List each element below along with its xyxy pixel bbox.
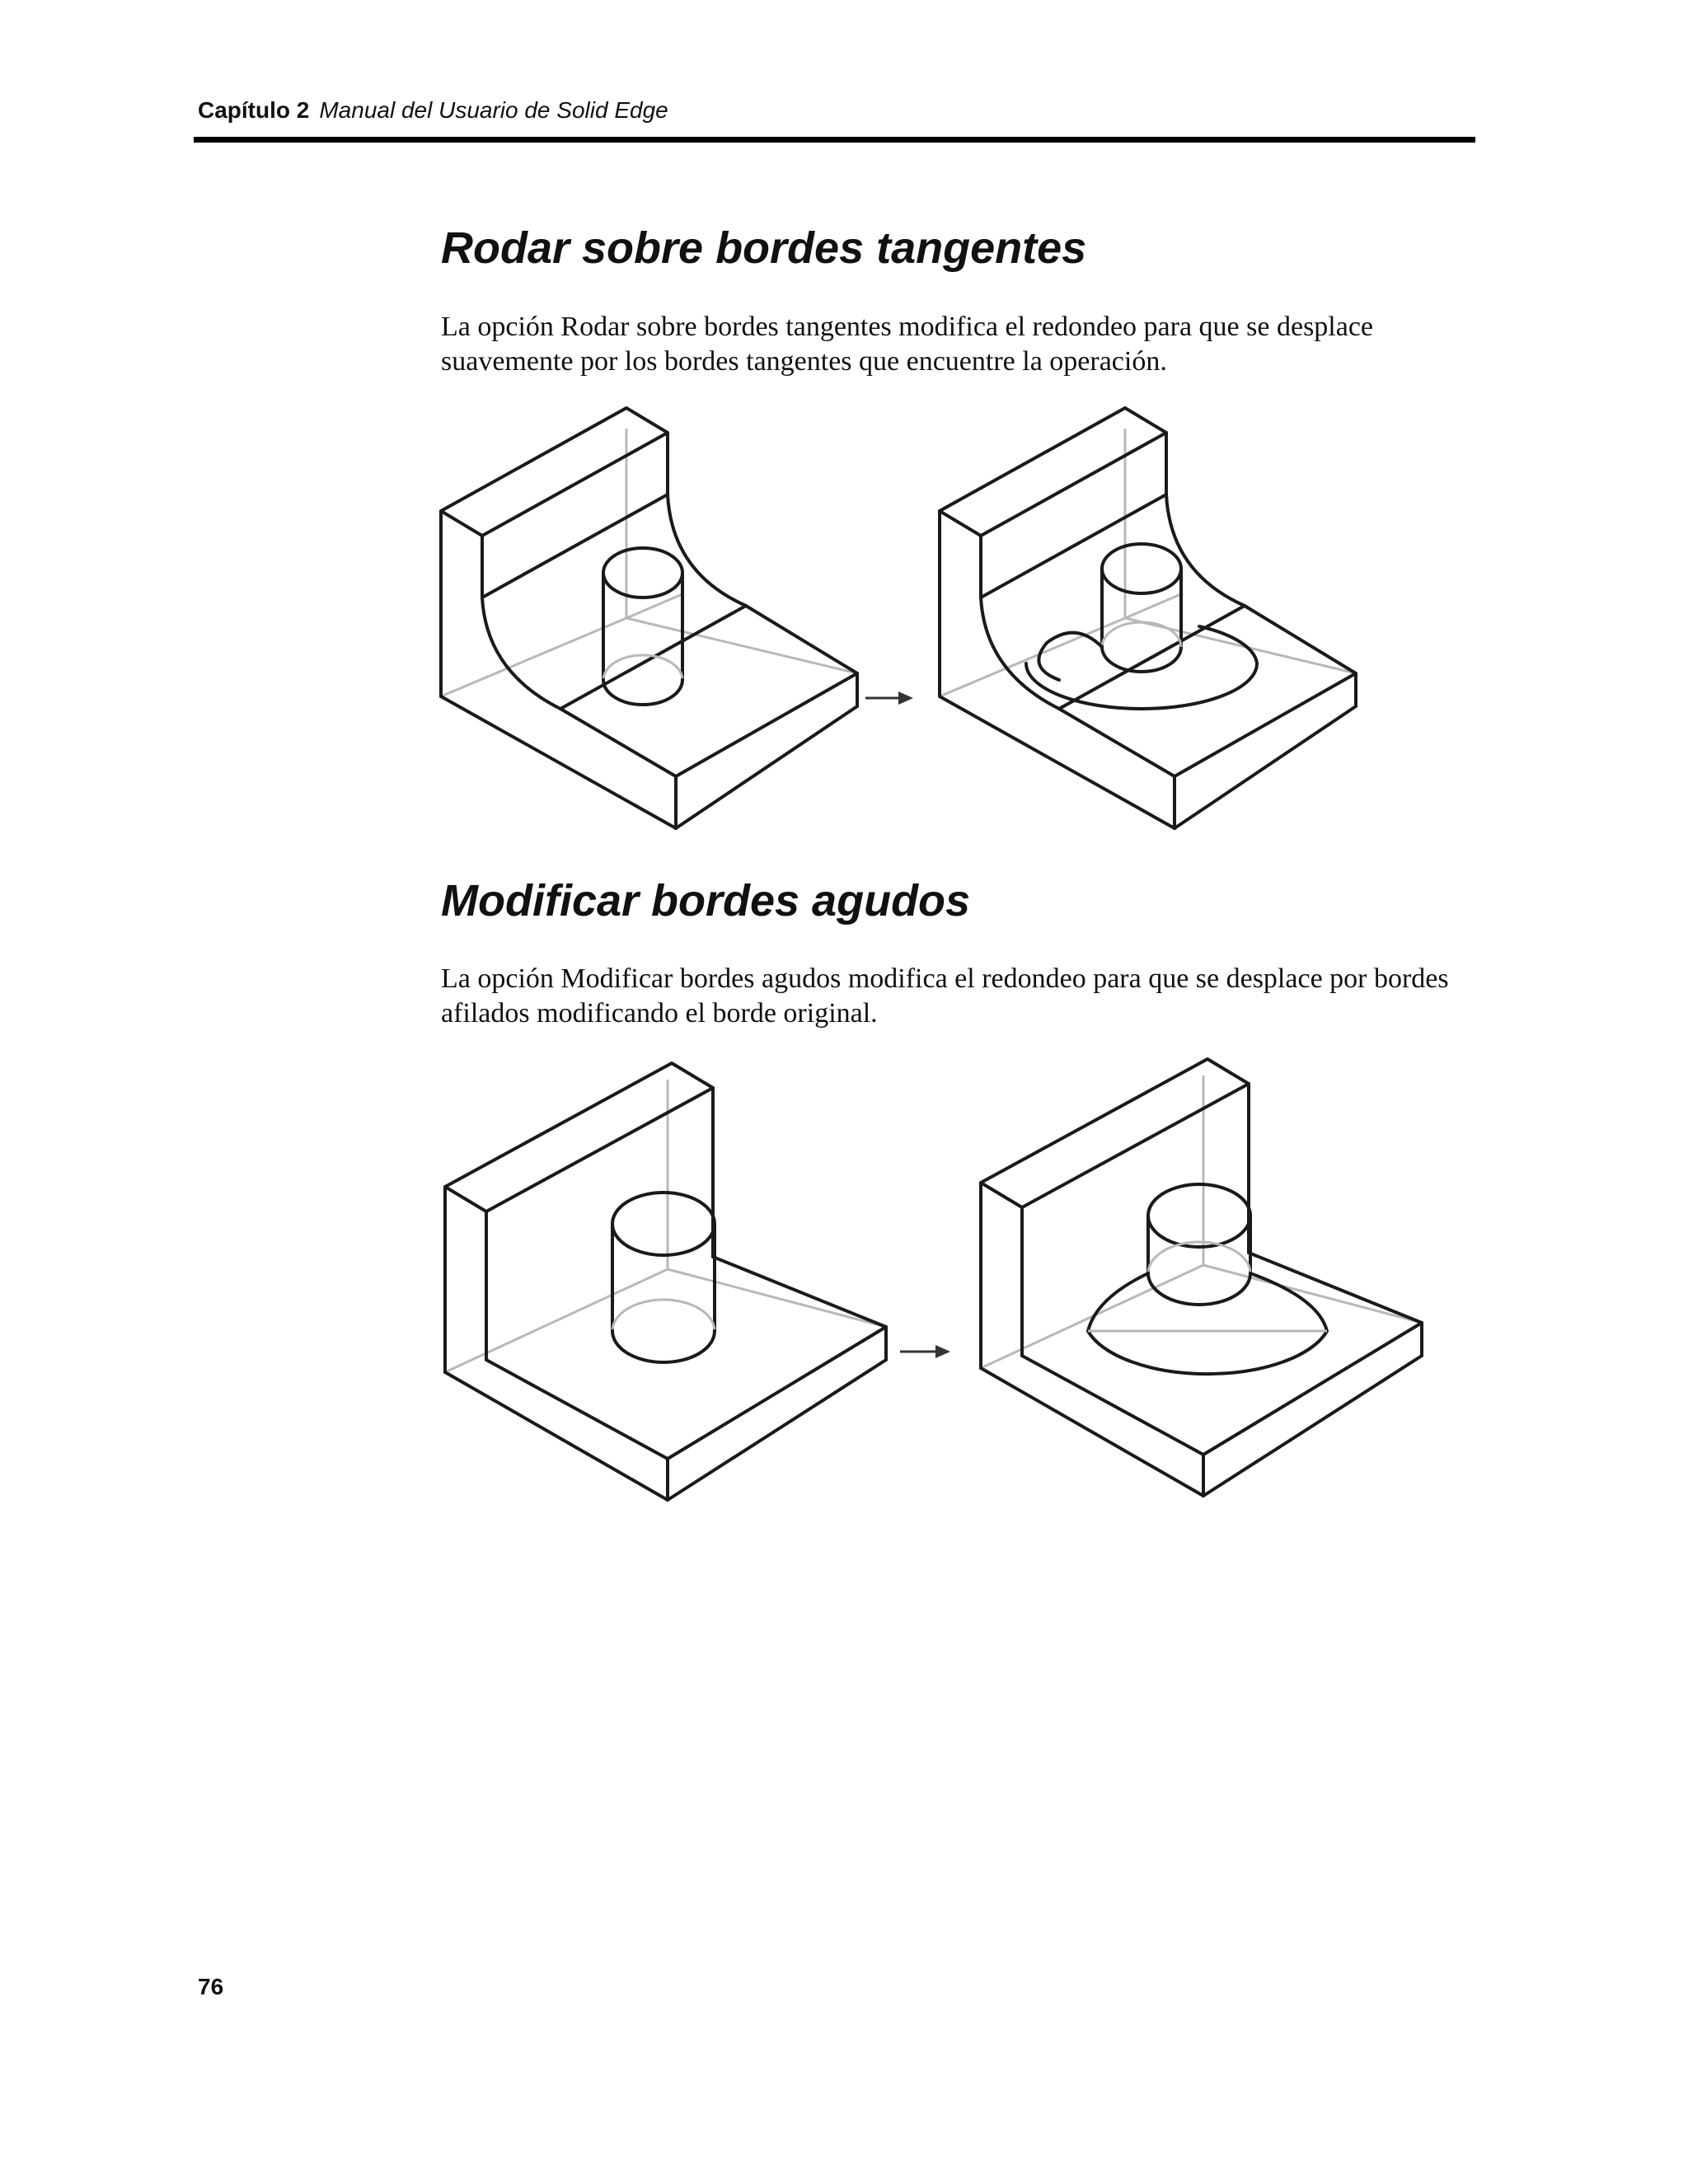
section-body-modificar: La opción Modificar bordes agudos modifica el redondeo para que se desplace por bordes afilados modificando el borde original. [441, 963, 1449, 1029]
header-rule [194, 137, 1475, 143]
figure-modificar-bordes-agudos [437, 1055, 1426, 1516]
section-body-rodar: La opción Rodar sobre bordes tangentes modifica el redondeo para que se desplace suavemente por los bordes tangentes que encuentre la operación. [441, 312, 1374, 377]
figure-rodar-bordes-tangentes [437, 400, 1385, 837]
diagram-after-modificar [981, 1059, 1422, 1496]
arrow-icon [865, 691, 913, 705]
diagram-after-rodar [940, 408, 1356, 828]
section-title-rodar: Rodar sobre bordes tangentes [441, 223, 1087, 273]
chapter-label: Capítulo 2 [198, 97, 310, 123]
page-number: 76 [198, 1974, 224, 1999]
manual-title: Manual del Usuario de Solid Edge [319, 97, 668, 123]
arrow-icon [900, 1345, 950, 1358]
running-header [198, 97, 668, 124]
diagram-before-rodar [441, 408, 857, 828]
diagram-before-modificar [445, 1063, 886, 1500]
section-title-modificar: Modificar bordes agudos [441, 876, 971, 926]
